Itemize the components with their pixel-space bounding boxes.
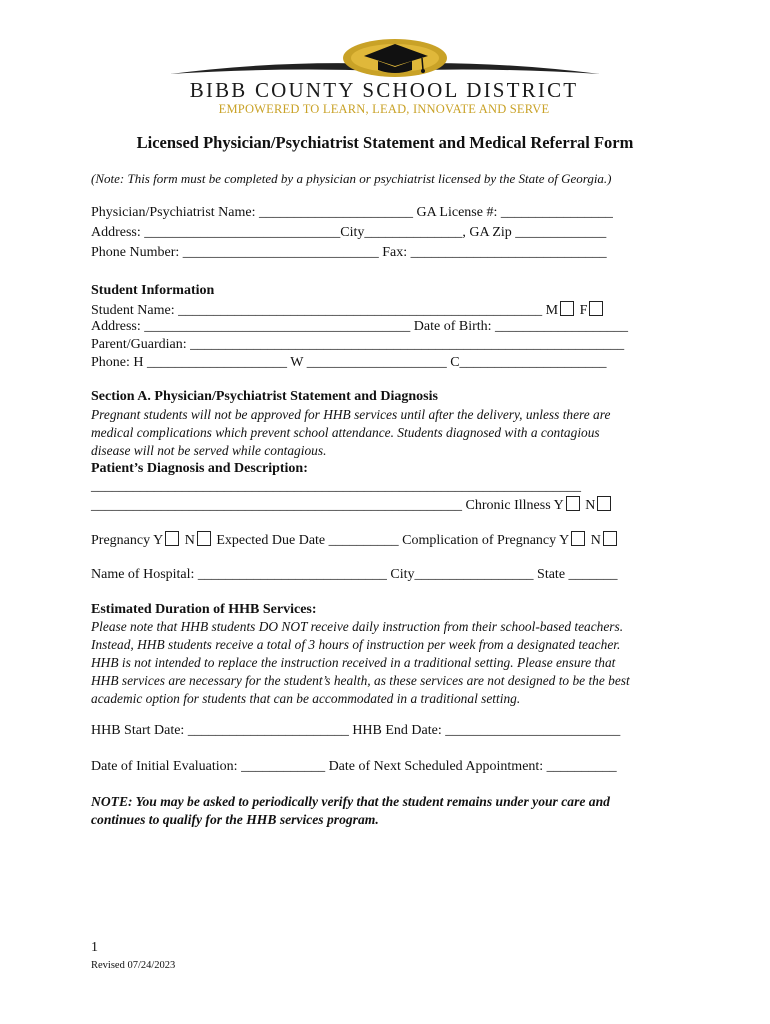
section-a-heading: Section A. Physician/Psychiatrist Statement and Diagnosis <box>91 389 438 404</box>
student-name-row <box>91 301 605 319</box>
diagnosis-heading: Patient’s Diagnosis and Description: <box>91 461 308 476</box>
due-date-field[interactable]: Expected Due Date __________ <box>216 533 399 548</box>
complication-label: Complication of Pregnancy Y <box>402 533 570 548</box>
chronic-n-label: N <box>585 498 596 513</box>
hospital-field[interactable]: Name of Hospital: ___________________________ City_________________ State _______ <box>91 567 618 582</box>
duration-paragraph <box>91 618 691 708</box>
page-number: 1 <box>91 940 98 955</box>
physician-phone-field[interactable]: Phone Number: ____________________________ Fax: ____________________________ <box>91 245 607 260</box>
physician-address-field[interactable]: Address: ____________________________City______________, GA Zip _____________ <box>91 225 607 240</box>
pregnancy-n-label: N <box>184 533 195 548</box>
female-checkbox[interactable] <box>589 301 603 316</box>
female-label: F <box>579 303 588 318</box>
male-checkbox[interactable] <box>560 301 574 316</box>
section-a-paragraph <box>91 406 691 460</box>
district-name: BIBB COUNTY SCHOOL DISTRICT <box>189 78 579 102</box>
evaluation-dates-field[interactable]: Date of Initial Evaluation: ____________ Date of Next Scheduled Appointment: __________ <box>91 759 617 774</box>
section-a-line: medical complications which prevent school attendance. Students diagnosed with a contagious <box>91 425 600 440</box>
pregnancy-row <box>91 531 619 549</box>
duration-line: HHB is not intended to replace the instruction received in a traditional setting. Please ensure that <box>91 655 616 670</box>
duration-heading: Estimated Duration of HHB Services: <box>91 602 317 617</box>
student-phone-field[interactable]: Phone: H ____________________ W ____________________ C_____________________ <box>91 355 607 370</box>
complication-yes-checkbox[interactable] <box>571 531 585 546</box>
chronic-no-checkbox[interactable] <box>597 496 611 511</box>
diagnosis-row-2 <box>91 496 613 514</box>
pregnancy-no-checkbox[interactable] <box>197 531 211 546</box>
duration-line: academic option for students that can be accommodated in a traditional setting. <box>91 691 521 706</box>
diagnosis-field-1[interactable]: ______________________________________________________________________ <box>91 479 581 494</box>
student-info-heading: Student Information <box>91 283 215 298</box>
district-motto: EMPOWERED TO LEARN, LEAD, INNOVATE AND SERVE <box>218 102 550 116</box>
student-name-field[interactable]: Student Name: ____________________________________________________ <box>91 303 543 318</box>
pregnancy-yes-checkbox[interactable] <box>165 531 179 546</box>
hhb-dates-field[interactable]: HHB Start Date: _______________________ HHB End Date: _________________________ <box>91 723 621 738</box>
chronic-illness-label: Chronic Illness Y <box>465 498 564 513</box>
chronic-yes-checkbox[interactable] <box>566 496 580 511</box>
form-title: Licensed Physician/Psychiatrist Statement and Medical Referral Form <box>136 133 634 152</box>
complication-n-label: N <box>590 533 601 548</box>
section-a-line: Pregnant students will not be approved for HHB services until after the delivery, unless there are <box>91 407 611 422</box>
duration-line: Please note that HHB students DO NOT receive daily instruction from their school-based teachers. <box>91 619 624 634</box>
physician-name-field[interactable]: Physician/Psychiatrist Name: ______________________ GA License #: ________________ <box>91 205 613 220</box>
section-a-line: disease will not be served while contagious. <box>91 443 327 458</box>
male-label: M <box>545 303 559 318</box>
form-note: (Note: This form must be completed by a physician or psychiatrist licensed by the State of Georgia.) <box>91 171 612 186</box>
diagnosis-field-2[interactable]: _____________________________________________________ <box>91 498 462 513</box>
closing-note-line: continues to qualify for the HHB services program. <box>91 812 379 827</box>
student-address-field[interactable]: Address: ______________________________________ Date of Birth: ___________________ <box>91 319 629 334</box>
duration-line: Instead, HHB students receive a total of 3 hours of instruction per week from a designated teacher. <box>91 637 621 652</box>
revised-date: Revised 07/24/2023 <box>91 960 176 971</box>
complication-no-checkbox[interactable] <box>603 531 617 546</box>
closing-note-line: NOTE: You may be asked to periodically verify that the student remains under your care and <box>91 794 610 809</box>
pregnancy-label: Pregnancy Y <box>91 533 164 548</box>
duration-line: HHB services are necessary for the student’s health, as these services are not designed to be the best <box>91 673 630 688</box>
guardian-field[interactable]: Parent/Guardian: ______________________________________________________________ <box>91 337 625 352</box>
